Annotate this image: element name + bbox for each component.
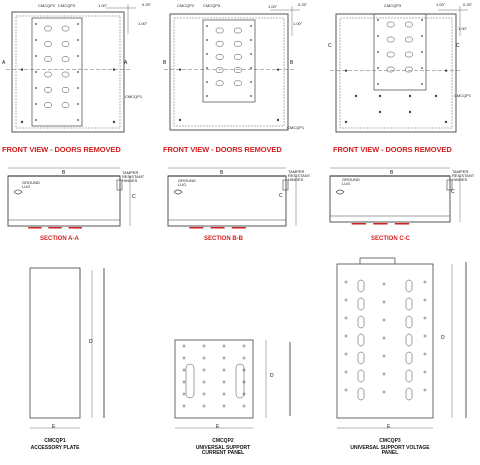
front-view-2-plate-slot <box>216 41 223 46</box>
panel-3-hole <box>345 335 347 337</box>
front-view-2-plate-slot <box>234 81 241 86</box>
panel-3-hole <box>424 281 426 283</box>
front-view-1-plate-hole <box>77 39 79 41</box>
fv2-label-cmcqp2: CMCQP2 <box>177 3 195 8</box>
section-a-dimension-mark <box>28 227 41 229</box>
front-view-3-plate-hole <box>377 35 379 37</box>
panel-2-name: UNIVERSAL SUPPORT CURRENT PANEL <box>195 445 251 456</box>
panel-1-dim-d: D <box>89 339 93 345</box>
panel-2-hole <box>223 357 225 359</box>
panel-1-part: CMCQP1 <box>44 438 66 444</box>
section-c-ground-lug <box>336 190 344 194</box>
sec-a-ground-label: GROUND LUG <box>22 180 40 189</box>
panel-3-slot-left <box>358 280 364 292</box>
front-view-2-plate-hole <box>206 67 208 69</box>
fv2-side-label: CMCQP1 <box>287 125 305 130</box>
front-view-1-plate-slot <box>62 72 69 77</box>
front-view-2-plate-slot <box>234 41 241 46</box>
section-title-b: SECTION B-B <box>204 236 243 242</box>
panel-2-hole <box>243 345 245 347</box>
panel-2-hole <box>183 369 185 371</box>
panel-3-hole <box>424 353 426 355</box>
sec-c-ground-label: GROUND LUG <box>342 177 360 186</box>
fv3-side-label: CMCQP1 <box>454 93 472 98</box>
front-view-title-1: FRONT VIEW - DOORS REMOVED <box>2 145 121 154</box>
front-view-1-mounting-plate <box>32 18 82 126</box>
section-a-ground-lug <box>14 190 22 194</box>
front-view-3-mount-hole <box>435 95 437 97</box>
front-view-title-2: FRONT VIEW - DOORS REMOVED <box>163 145 282 154</box>
panel-2-large-slot-right <box>236 364 244 398</box>
front-view-3-plate-hole <box>421 67 423 69</box>
fv2-label-cmcqp3: CMCQP3 <box>203 3 221 8</box>
front-view-1-plate-hole <box>35 71 37 73</box>
panel-2-hole <box>183 345 185 347</box>
front-view-3-mount-hole <box>379 95 381 97</box>
front-view-3-mount-hole <box>355 95 357 97</box>
fv1-side-label: CMCQP1 <box>125 94 143 99</box>
panel-2-hole <box>223 393 225 395</box>
front-view-2-mounting-plate <box>203 20 255 102</box>
front-view-3-plate-slot <box>405 67 412 72</box>
panel-2-hole <box>223 405 225 407</box>
panel-3-hole <box>383 319 385 321</box>
panel-2-hole <box>203 393 205 395</box>
front-view-3-plate-slot <box>387 52 394 57</box>
panel-3-dim-d: D <box>441 335 445 341</box>
panel-3-slot-right <box>406 316 412 328</box>
panel-3-slot-right <box>406 280 412 292</box>
front-view-1-mount-hole <box>21 68 23 70</box>
fv1-label-cmcqp2: CMCQP2 <box>38 3 56 8</box>
sec-a-hinge-label: TAMPER RESISTANT HINGES <box>122 170 145 183</box>
front-view-2-inner-outline <box>174 18 284 126</box>
front-view-3-plate-slot <box>387 67 394 72</box>
front-view-1-plate-slot <box>45 57 52 62</box>
front-view-3-mount-hole <box>379 111 381 113</box>
fv3-dim-2: 0.25" <box>463 2 473 7</box>
front-view-3-mount-hole <box>345 69 347 71</box>
front-view-3-mount-hole <box>445 69 447 71</box>
front-view-1-plate-slot <box>45 103 52 108</box>
panel-1-name: ACCESSORY PLATE <box>30 445 80 451</box>
panel-2-outline <box>175 340 253 418</box>
panel-3-slot-right <box>406 298 412 310</box>
panel-2-hole <box>243 357 245 359</box>
fv2-dim-3: 1.00" <box>293 21 303 26</box>
front-view-3-plate-hole <box>421 35 423 37</box>
front-view-1-plate-hole <box>35 87 37 89</box>
panel-3-hole <box>424 371 426 373</box>
panel-3-hole <box>424 335 426 337</box>
panel-3-slot-left <box>358 334 364 346</box>
front-view-1-plate-slot <box>62 87 69 92</box>
section-c-dimension-mark <box>373 223 387 225</box>
front-view-2-plate-hole <box>250 67 252 69</box>
panel-2-hole <box>183 393 185 395</box>
front-view-3-plate-hole <box>377 83 379 85</box>
panel-3-outline <box>337 264 433 418</box>
front-view-1-plate-hole <box>35 39 37 41</box>
fv1-label-cmcqp3: CMCQP3 <box>58 3 76 8</box>
front-view-1-plate-hole <box>77 103 79 105</box>
front-view-1-plate-slot <box>62 57 69 62</box>
front-view-1-plate-slot <box>45 41 52 46</box>
fv3-dim-1: 1.00" <box>436 2 446 7</box>
panel-3-slot-right <box>406 388 412 400</box>
panel-1-dim-e: E <box>52 424 56 430</box>
front-view-2-plate-hole <box>250 53 252 55</box>
front-view-title-3: FRONT VIEW - DOORS REMOVED <box>333 145 452 154</box>
fv1-section-letter-right: A <box>124 60 128 66</box>
fv2-section-letter-right: B <box>290 60 294 66</box>
panel-2-dim-e: E <box>216 424 220 430</box>
panel-2-hole <box>223 369 225 371</box>
front-view-3-plate-slot <box>387 37 394 42</box>
front-view-2-plate-slot <box>234 68 241 73</box>
panel-3-slot-right <box>406 370 412 382</box>
section-b-dimension-mark <box>232 227 246 229</box>
front-view-1-plate-slot <box>45 26 52 31</box>
front-view-2-mount-hole <box>179 119 181 121</box>
panel-2-dim-d: D <box>270 373 274 379</box>
fv1-dim-1: 1.00" <box>98 3 108 8</box>
panel-3-slot-left <box>358 352 364 364</box>
front-view-1-plate-hole <box>77 55 79 57</box>
sec-a-dim-c: C <box>132 194 136 200</box>
panel-3-slot-left <box>358 370 364 382</box>
fv3-label-cmcqp3: CMCQP3 <box>384 3 402 8</box>
front-view-1-mount-hole <box>21 121 23 123</box>
front-view-1-plate-hole <box>77 119 79 121</box>
sec-a-dim-b: B <box>62 170 66 176</box>
panel-3-hole <box>383 391 385 393</box>
panel-2-hole <box>203 381 205 383</box>
fv1-dim-3: 1.00" <box>138 21 148 26</box>
front-view-1-plate-hole <box>35 55 37 57</box>
front-view-3-plate-slot <box>405 37 412 42</box>
front-view-3-plate-hole <box>377 19 379 21</box>
front-view-2-plate-slot <box>216 28 223 33</box>
front-view-1-plate-slot <box>45 87 52 92</box>
sec-b-ground-label: GROUND LUG <box>178 178 196 187</box>
front-view-1-mount-hole <box>113 121 115 123</box>
panel-1-outline <box>30 268 80 418</box>
fv2-section-letter-left: B <box>163 60 167 66</box>
panel-3-hole <box>424 299 426 301</box>
sec-c-dim-b: B <box>390 170 394 176</box>
sec-b-dim-b: B <box>220 170 224 176</box>
front-view-2-plate-hole <box>206 39 208 41</box>
front-view-1-plate-hole <box>77 23 79 25</box>
panel-3-hole <box>383 337 385 339</box>
panel-2-hole <box>183 381 185 383</box>
front-view-2-plate-hole <box>206 53 208 55</box>
front-view-3-plate-hole <box>421 19 423 21</box>
panel-2-large-slot-left <box>186 364 194 398</box>
front-view-1-plate-hole <box>35 119 37 121</box>
panel-3-hole <box>345 317 347 319</box>
panel-2-hole <box>223 345 225 347</box>
section-a-dimension-mark <box>48 227 61 229</box>
fv2-dim-2: 0.25" <box>298 2 308 7</box>
front-view-3-plate-hole <box>421 83 423 85</box>
panel-3-hole <box>383 373 385 375</box>
front-view-2-enclosure <box>170 14 288 130</box>
fv1-dim-2: 0.25" <box>142 2 152 7</box>
fv2-dim-1: 1.00" <box>268 4 278 9</box>
panel-3-slot-left <box>358 316 364 328</box>
fv3-section-letter-left: C <box>328 43 332 49</box>
panel-2-hole <box>183 357 185 359</box>
front-view-2-plate-hole <box>250 81 252 83</box>
front-view-1-inner-outline <box>16 16 120 128</box>
panel-2-hole <box>203 405 205 407</box>
front-view-3-enclosure <box>336 14 456 132</box>
front-view-3-mount-hole <box>409 95 411 97</box>
front-view-3-plate-hole <box>377 67 379 69</box>
front-view-2-plate-slot <box>216 68 223 73</box>
panel-3-hole <box>345 389 347 391</box>
panel-3-slot-right <box>406 334 412 346</box>
front-view-3-plate-slot <box>387 22 394 27</box>
front-view-1-plate-hole <box>77 87 79 89</box>
front-view-2-plate-hole <box>250 25 252 27</box>
panel-3-hole <box>345 371 347 373</box>
front-view-3-plate-slot <box>405 22 412 27</box>
fv3-dim-3: 1.00" <box>458 26 468 31</box>
front-view-3-mount-hole <box>445 121 447 123</box>
sec-b-dim-c: C <box>279 193 283 199</box>
panel-3-name: UNIVERSAL SUPPORT VOLTAGE PANEL <box>350 445 430 456</box>
panel-3-hole <box>424 389 426 391</box>
front-view-2-plate-slot <box>216 81 223 86</box>
front-view-2-plate-slot <box>234 28 241 33</box>
front-view-1-mount-hole <box>113 68 115 70</box>
panel-3-hole <box>345 281 347 283</box>
front-view-2-plate-hole <box>206 95 208 97</box>
front-view-1-enclosure <box>12 12 124 132</box>
front-view-2-plate-hole <box>206 25 208 27</box>
panel-3-hole <box>424 317 426 319</box>
panel-3-tab <box>360 258 395 264</box>
front-view-1-plate-slot <box>62 26 69 31</box>
panel-3-hole <box>383 301 385 303</box>
panel-2-part: CMCQP2 <box>212 438 234 444</box>
front-view-2-plate-slot <box>234 54 241 59</box>
front-view-1-plate-slot <box>62 41 69 46</box>
sec-b-hinge-label: TAMPER RESISTANT HINGES <box>288 169 311 182</box>
front-view-2-plate-hole <box>250 39 252 41</box>
panel-3-slot-left <box>358 388 364 400</box>
section-title-a: SECTION A-A <box>40 236 79 242</box>
panel-2-hole <box>203 369 205 371</box>
front-view-3-mount-hole <box>409 111 411 113</box>
front-view-2-plate-hole <box>250 95 252 97</box>
section-a-dimension-mark <box>68 227 81 229</box>
section-b-dimension-mark <box>189 227 203 229</box>
panel-3-hole <box>345 353 347 355</box>
front-view-1-plate-hole <box>35 23 37 25</box>
front-view-3-inner-outline <box>340 18 452 128</box>
panel-2-hole <box>183 405 185 407</box>
panel-2-hole <box>243 405 245 407</box>
section-title-c: SECTION C-C <box>371 236 410 242</box>
sec-c-dim-c: C <box>451 189 455 195</box>
front-view-1-plate-hole <box>35 103 37 105</box>
sec-c-hinge-label: TAMPER RESISTANT HINGES <box>452 169 475 182</box>
front-view-1-plate-slot <box>45 72 52 77</box>
front-view-3-mounting-plate <box>374 14 426 90</box>
panel-3-hole <box>383 283 385 285</box>
panel-2-hole <box>203 345 205 347</box>
panel-2-hole <box>223 381 225 383</box>
front-view-3-plate-hole <box>377 51 379 53</box>
fv3-section-letter-right: C <box>456 43 460 49</box>
front-view-3-mount-hole <box>345 121 347 123</box>
section-c-dimension-mark <box>352 223 366 225</box>
front-view-2-mount-hole <box>277 119 279 121</box>
front-view-2-mount-hole <box>277 68 279 70</box>
front-view-3-plate-slot <box>405 52 412 57</box>
panel-3-dim-e: E <box>387 424 391 430</box>
fv1-section-letter-left: A <box>2 60 6 66</box>
front-view-2-plate-hole <box>206 81 208 83</box>
section-c-dimension-mark <box>395 223 409 225</box>
panel-3-slot-left <box>358 298 364 310</box>
section-b-ground-lug <box>174 190 182 194</box>
section-b-dimension-mark <box>210 227 224 229</box>
panel-3-slot-right <box>406 352 412 364</box>
front-view-2-plate-slot <box>216 54 223 59</box>
panel-2-hole <box>203 357 205 359</box>
panel-3-part: CMCQP3 <box>379 438 401 444</box>
front-view-3-plate-hole <box>421 51 423 53</box>
front-view-1-plate-slot <box>62 103 69 108</box>
front-view-1-plate-hole <box>77 71 79 73</box>
panel-3-hole <box>345 299 347 301</box>
panel-3-hole <box>383 355 385 357</box>
front-view-2-mount-hole <box>179 68 181 70</box>
